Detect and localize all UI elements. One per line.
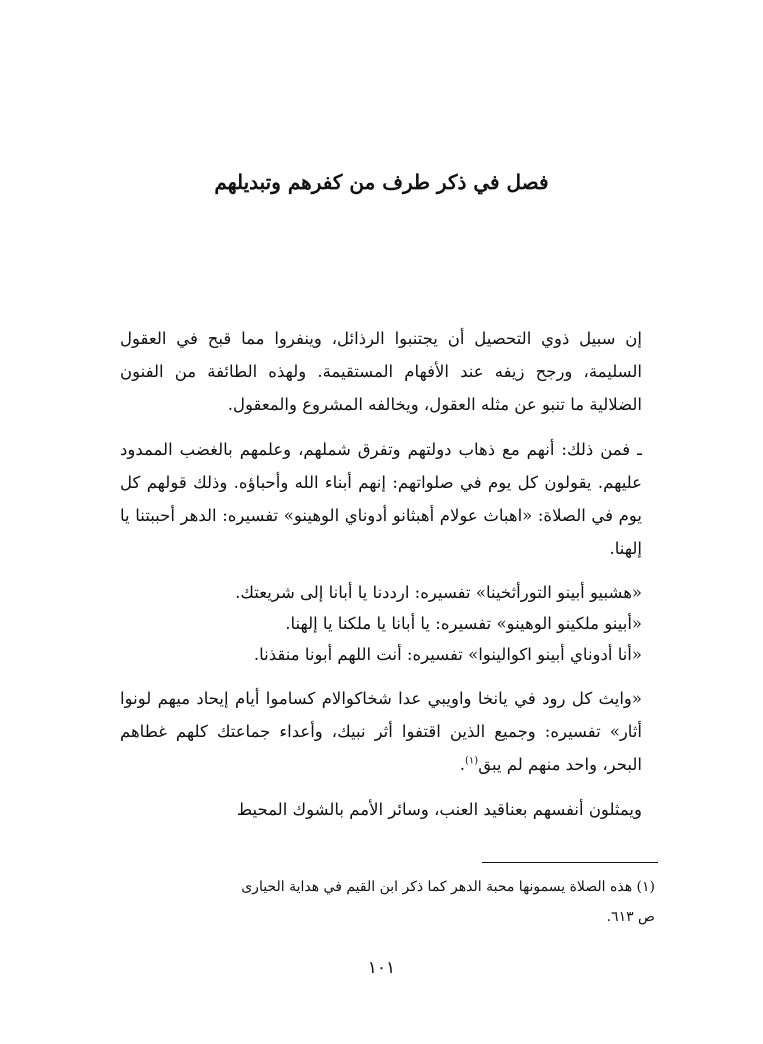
paragraph-3-text: «وايث كل رود في يانخا واويبي عدا شخاكوالام كساموا أيام إيحاد ميهم لونوا أثار» تفسيره: وجميع الذين اقتفوا أثر نبيك، وأعداء جماعتك كلهم غطاهم البحر، واحد منهم لم يبق xyxy=(120,689,642,774)
footnote xyxy=(120,872,655,932)
section-title: فصل في ذكر طرف من كفرهم وتبديلهم xyxy=(214,170,549,194)
footnote-reference: (١) xyxy=(465,755,479,767)
verse-2: «أبينو ملكينو الوهينو» تفسيره: يا أبانا يا ملكنا يا إلهنا. xyxy=(285,614,642,633)
paragraph-4: ويمثلون أنفسهم بعناقيد العنب، وسائر الأمم بالشوك المحيط xyxy=(236,800,642,819)
main-text xyxy=(120,322,642,838)
paragraph-1: إن سبيل ذوي التحصيل أن يجتنبوا الرذائل، وينفروا مما قبح في العقول السليمة، ورجح زيفه عند الأفهام المستقيمة. ولهذه الطائفة من الفنون الضلالية ما تنبو عن مثله العقول، ويخالفه المشروع والمعقول. xyxy=(120,329,642,414)
prayer-verses xyxy=(120,577,642,670)
footnote-line-2: ص ٦١٣. xyxy=(606,909,655,925)
footnote-line-1: (١) هذه الصلاة يسمونها محبة الدهر كما ذكر ابن القيم في هداية الحيارى xyxy=(241,879,655,895)
page-number: ١٠١ xyxy=(367,958,396,978)
verse-3: «أنا أدوناي أبينو اكوالينوا» تفسيره: أنت اللهم أبونا منقذنا. xyxy=(253,645,642,664)
paragraph-3-end: . xyxy=(459,755,465,774)
verse-1: «هشبيو أبينو التورأثخينا» تفسيره: ارددنا يا أبانا إلى شريعتك. xyxy=(235,583,642,602)
footnote-divider xyxy=(482,862,658,863)
paragraph-3 xyxy=(120,682,642,781)
paragraph-2: ـ فمن ذلك: أنهم مع ذهاب دولتهم وتفرق شملهم، وعلمهم بالغضب الممدود عليهم. يقولون كل يوم في صلواتهم: إنهم أبناء الله وأحباؤه. وذلك قولهم كل يوم في الصلاة: «اهباث عولام أهبثانو أدوناي الوهينو» تفسيره: الدهر أحببتنا يا إلهنا. xyxy=(120,440,642,558)
